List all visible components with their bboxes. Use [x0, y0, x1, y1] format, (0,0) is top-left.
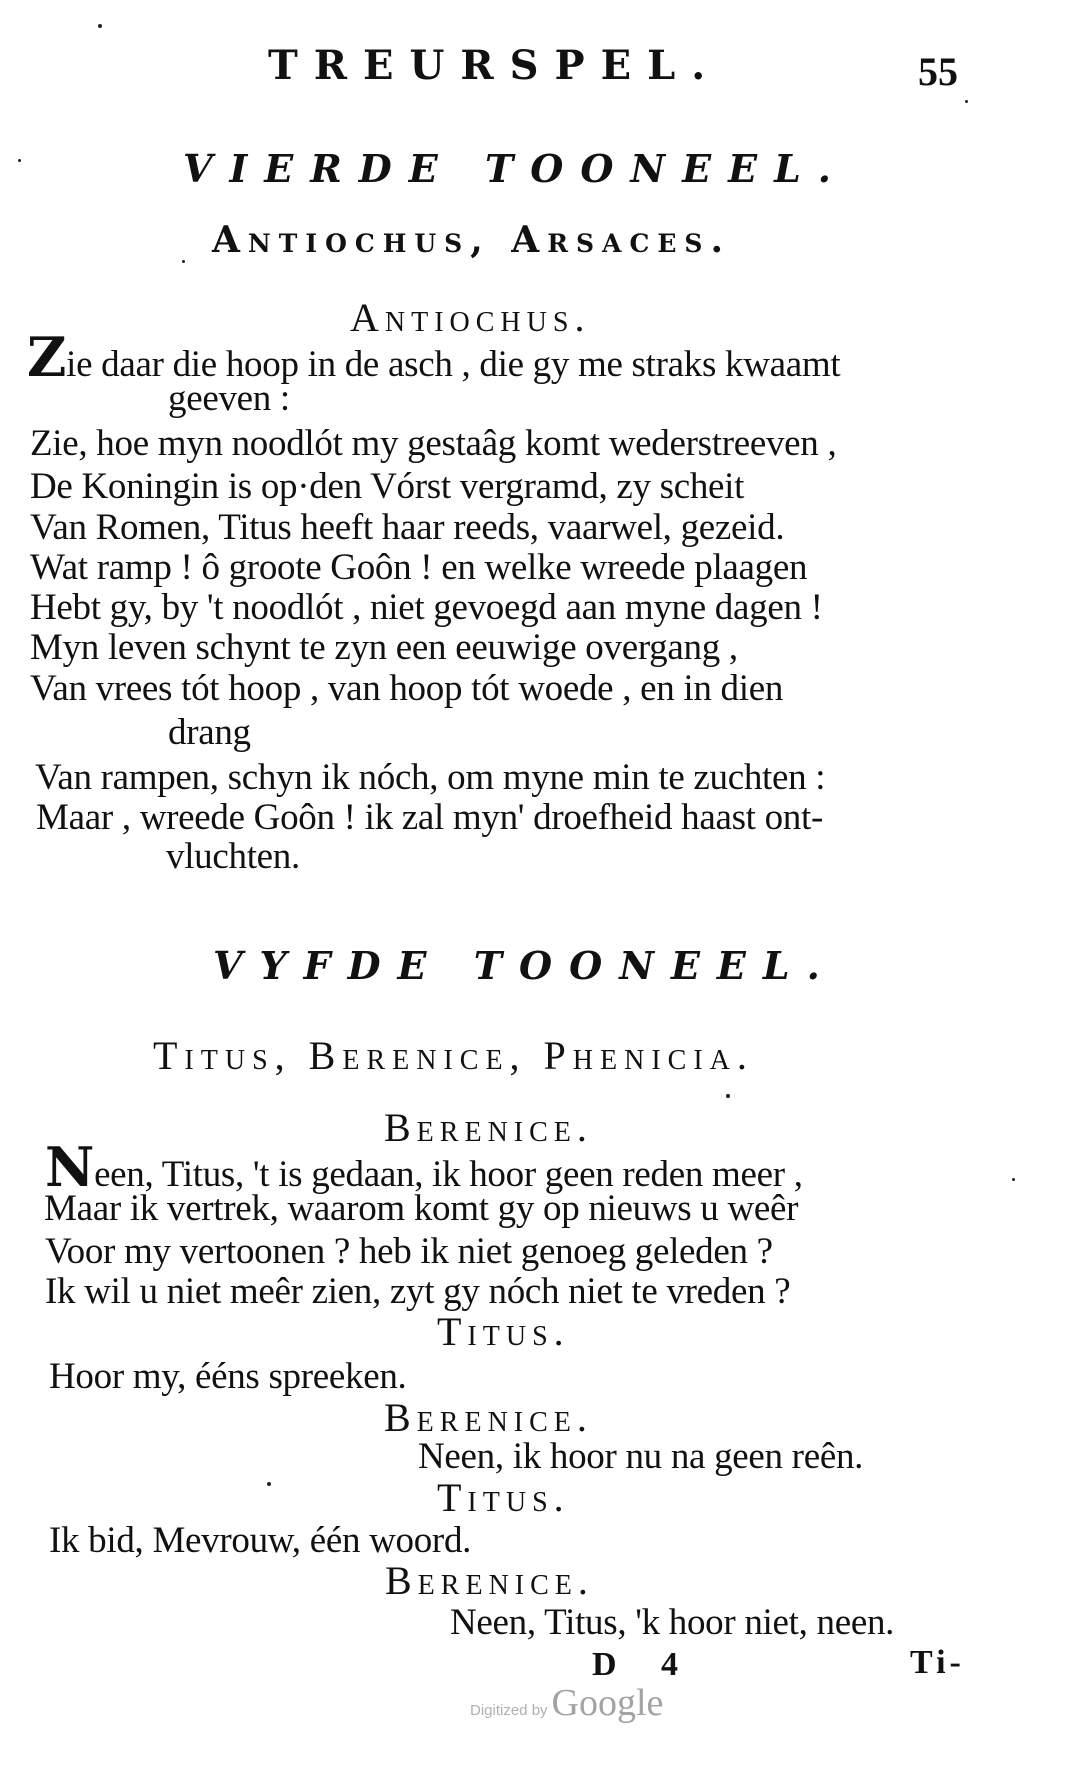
verse-line: Maar , wreede Goôn ! ik zal myn' droefheid haast ont-	[36, 797, 824, 838]
scan-speck	[98, 24, 102, 28]
watermark-prefix: Digitized by	[470, 1702, 548, 1719]
verse-line: Zie, hoe myn noodlót my gestaâg komt wederstreeven ,	[30, 423, 837, 464]
speaker-label: Antiochus.	[350, 295, 591, 340]
scan-speck	[726, 1094, 730, 1098]
verse-line: Van rampen, schyn ik nóch, om myne min te zuchten :	[35, 757, 826, 798]
speaker-label: Berenice.	[385, 1558, 594, 1603]
catchword: Ti-	[910, 1644, 965, 1681]
scene-title-5: VYFDE TOONEEL.	[213, 943, 837, 988]
running-title: TREURSPEL.	[268, 42, 722, 89]
verse-line: Myn leven schynt te zyn een eeuwige overgang ,	[30, 627, 738, 668]
scan-speck	[965, 100, 968, 103]
scan-speck	[182, 260, 185, 263]
cast-list-scene-4: Antiochus, Arsaces.	[212, 219, 731, 261]
verse-line-continuation: drang	[168, 712, 251, 753]
verse-line: Voor my vertoonen ? heb ik niet genoeg geleden ?	[45, 1231, 773, 1272]
verse-line: Ik bid, Mevrouw, één woord.	[49, 1520, 472, 1561]
verse-line: Hoor my, ééns spreeken.	[49, 1356, 407, 1397]
scene-title-4: VIERDE TOONEEL.	[183, 146, 849, 191]
verse-line-half: Neen, ik hoor nu na geen reên.	[418, 1436, 864, 1477]
verse-line: Van vrees tót hoop , van hoop tót woede , en in dien	[30, 668, 784, 709]
verse-line: Van Romen, Titus heeft haar reeds, vaarwel, gezeid.	[30, 507, 785, 548]
cast-list-scene-5: Titus, Berenice, Phenicia.	[153, 1033, 754, 1078]
verse-line: Wat ramp ! ô groote Goôn ! en welke wreede plaagen	[30, 547, 808, 588]
page-number: 55	[918, 49, 958, 94]
verse-text: een, Titus, 't is gedaan, ik hoor geen reden meer ,	[94, 1154, 803, 1195]
signature-mark: D 4	[592, 1646, 697, 1683]
speaker-label: Berenice.	[384, 1395, 593, 1440]
speaker-label: Titus.	[437, 1309, 570, 1354]
verse-line: De Koningin is op·den Vórst vergramd, zy scheit	[30, 466, 745, 507]
speaker-label: Titus.	[437, 1475, 570, 1520]
verse-line-continuation: vluchten.	[166, 836, 300, 877]
verse-line: Maar ik vertrek, waarom komt gy op nieuws u weêr	[44, 1188, 799, 1229]
scan-speck	[267, 1482, 271, 1486]
verse-line: Ik wil u niet meêr zien, zyt gy nóch niet te vreden ?	[45, 1271, 791, 1312]
digitized-by-google-watermark	[470, 1684, 663, 1722]
verse-line-continuation: geeven :	[168, 378, 290, 419]
verse-line: Hebt gy, by 't noodlót , niet gevoegd aan myne dagen !	[30, 587, 823, 628]
dropcap-initial: Z	[27, 325, 67, 389]
speaker-label: Berenice.	[384, 1105, 593, 1150]
scan-speck	[1012, 1178, 1015, 1181]
verse-line	[27, 325, 841, 389]
verse-line-half: Neen, Titus, 'k hoor niet, neen.	[450, 1602, 895, 1643]
dropcap-initial: N	[45, 1135, 95, 1199]
verse-text: ie daar die hoop in de asch , die gy me straks kwaamt	[66, 344, 841, 385]
watermark-brand: Google	[551, 1682, 664, 1724]
scan-speck	[18, 159, 21, 162]
verse-line	[45, 1135, 803, 1199]
